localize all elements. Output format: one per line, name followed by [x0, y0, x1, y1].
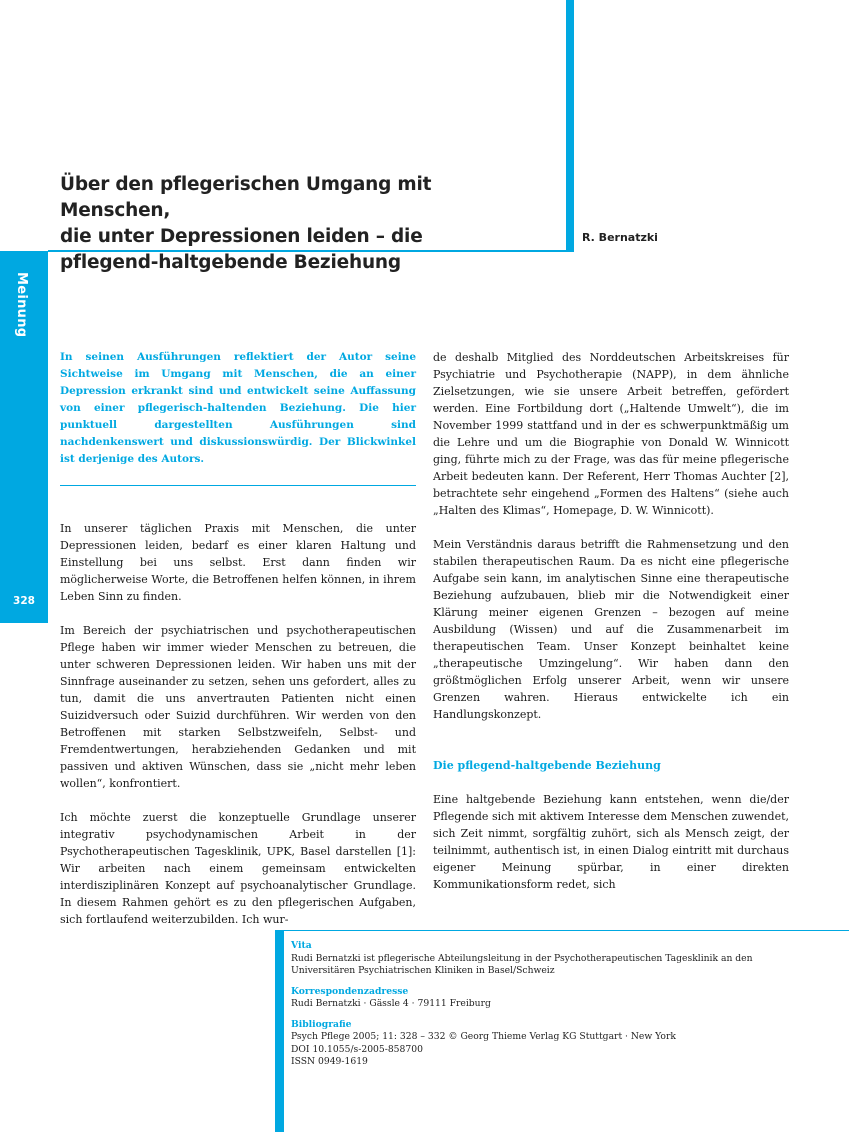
article-title: Über den pflegerischen Umgang mit Menschen, die unter Depressionen leiden – die pflegend-haltgebende Beziehung	[60, 174, 432, 273]
header-accent-bar	[566, 0, 574, 251]
body-paragraph: de deshalb Mitglied des Norddeutschen Arbeitskreises für Psychiatrie und Psychotherapie (NAPP), in dem ähnliche Zielsetzungen, wie sie unsere Arbeit betreffen, gefördert werden. Eine Fortbildung dort („Haltende Umwelt“), die im November 1999 stattfand und in der es schwerpunktmäßig um die Lehre und um die Biographie von Donald W. Winnicott ging, führte mich zu der Frage, was das für meine pflegerische Arbeit bedeuten kann. Der Referent, Herr Thomas Auchter [2], betrachtete sehr eingehend „Formen des Haltens“ (siehe auch „Halten des Klimas“, Homepage, D. W. Winnicott).	[433, 351, 789, 517]
address-text: Rudi Bernatzki · Gässle 4 · 79111 Freiburg	[291, 998, 491, 1009]
author-infobox	[291, 940, 811, 1077]
bibliography-line: Psych Pflege 2005; 11: 328 – 332 © Georg Thieme Verlag KG Stuttgart · New York	[291, 1031, 676, 1042]
vita-heading: Vita	[291, 940, 312, 951]
left-column	[60, 349, 416, 928]
section-label: Meinung	[14, 272, 29, 338]
bibliography-block	[291, 1019, 811, 1069]
body-paragraph: In unserer täglichen Praxis mit Menschen, die unter Depressionen leiden, bedarf es einer klaren Haltung und Einstellung bei uns selbst. Erst dann finden wir möglicherweise Worte, die Betroffenen helfen können, in ihrem Leben Sinn zu finden.	[60, 522, 416, 603]
vita-block	[291, 940, 811, 978]
author-name: R. Bernatzki	[582, 231, 658, 244]
title-divider	[48, 250, 574, 252]
abstract-divider	[60, 485, 416, 486]
page-number: 328	[13, 595, 35, 607]
bibliography-heading: Bibliografie	[291, 1018, 352, 1030]
body-paragraph: Mein Verständnis daraus betrifft die Rahmensetzung und den stabilen therapeutischen Raum. Da es nicht eine pflegerische Aufgabe sein kann, im analytischen Sinne eine therapeutische Beziehung aufzubauen, blieb mir die Notwendigkeit einer Klärung meiner eigenen Grenzen – bezogen auf meine Ausbildung (Wissen) und auf die Zusammenarbeit im therapeutischen Team. Unser Konzept beinhaltet keine „therapeutische Umzingelung“. Wir haben dann den größtmöglichen Erfolg unserer Arbeit, wenn wir unsere Grenzen wahren. Hieraus entwickelte ich ein Handlungskonzept.	[433, 538, 789, 721]
infobox-accent-bar	[275, 930, 284, 1132]
abstract: In seinen Ausführungen reflektiert der Autor seine Sichtweise im Umgang mit Menschen, die an einer Depression erkrankt sind und entwickelt seine Auffassung von einer pflegerisch-haltenden Beziehung. Die hier punktuell dargestellten Ausführungen sind nachdenkenswert und diskussionswürdig. Der Blickwinkel ist derjenige des Autors.	[60, 351, 416, 465]
section-heading: Die pflegend-haltgebende Beziehung	[433, 759, 661, 772]
body-paragraph: Eine haltgebende Beziehung kann entstehen, wenn die/der Pflegende sich mit aktivem Interesse dem Menschen zuwendet, sich Zeit nimmt, sorgfältig zuhört, sich als Mensch zeigt, der teilnimmt, authentisch ist, in einen Dialog eintritt mit durchaus eigener Meinung spürbar, in einer direkten Kommunikationsform redet, sich	[433, 793, 789, 891]
vita-line: Universitären Psychiatrischen Kliniken in Basel/Schweiz	[291, 965, 555, 976]
address-heading: Korrespondenzadresse	[291, 985, 409, 997]
body-paragraph: Im Bereich der psychiatrischen und psychotherapeutischen Pflege haben wir immer wieder Menschen zu betreuen, die unter schweren Depressionen leiden. Wir haben uns mit der Sinnfrage auseinander zu setzen, sehen uns gefordert, alles zu tun, damit die uns anvertrauten Patienten nicht einen Suizidversuch oder Suizid durchführen. Wir werden von den Betroffenen mit starken Selbstzweifeln, Selbst- und Fremdentwertungen, herabziehenden Gedanken und mit passiven und aktiven Wünschen, dass sie „nicht mehr leben wollen“, konfrontiert.	[60, 624, 416, 790]
address-block	[291, 986, 811, 1011]
infobox-divider	[275, 930, 849, 931]
right-column	[433, 349, 789, 893]
body-paragraph: Ich möchte zuerst die konzeptuelle Grundlage unserer integrativ psychodynamischen Arbeit in der Psychotherapeutischen Tagesklinik, UPK, Basel darstellen [1]: Wir arbeiten nach einem gemeinsam entwickelten interdisziplinären Konzept auf psychoanalytischer Grundlage. In diesem Rahmen gehört es zu den pflegerischen Aufgaben, sich fortlaufend weiterzubilden. Ich wur-	[60, 811, 416, 926]
bibliography-line: ISSN 0949-1619	[291, 1056, 368, 1067]
bibliography-line: DOI 10.1055/s-2005-858700	[291, 1043, 423, 1055]
vita-line: Rudi Bernatzki ist pflegerische Abteilungsleitung in der Psychotherapeutischen Tagesklinik an den	[291, 952, 753, 964]
